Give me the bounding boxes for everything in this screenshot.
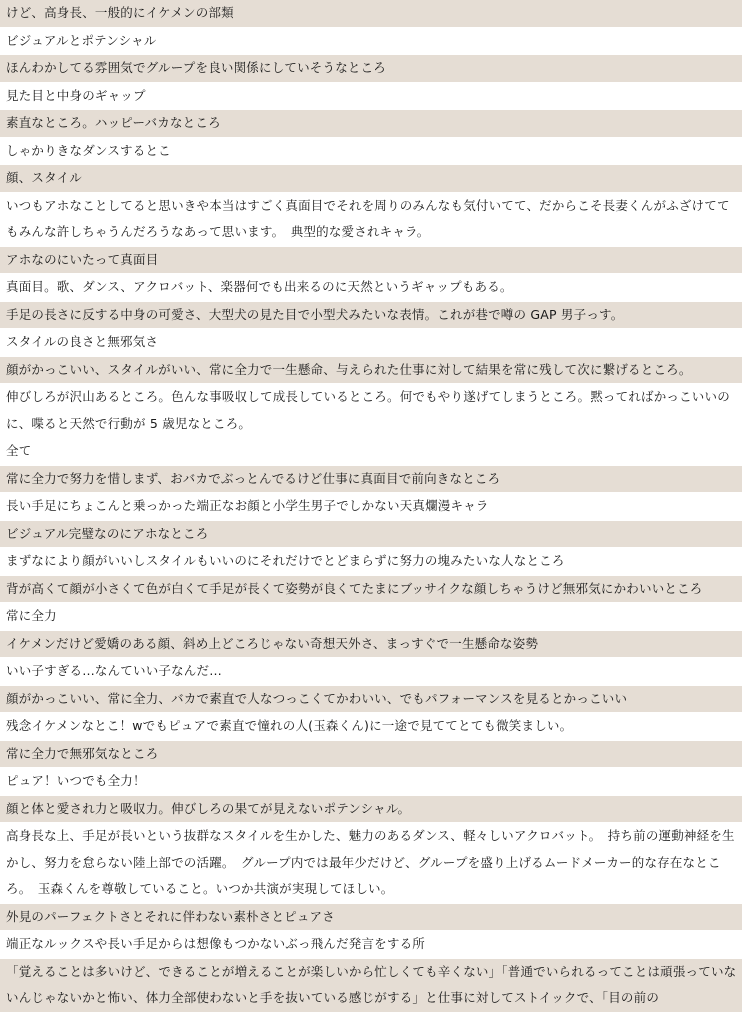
answer-text: 残念イケメンなとこ！wでもピュアで素直で憧れの人(玉森くん)に一途で見ててとても微笑ましい。 [6, 718, 573, 733]
answer-row [0, 83, 742, 111]
answer-text: スタイルの良さと無邪気さ [6, 334, 159, 349]
answer-row [0, 658, 742, 686]
answer-row [0, 823, 742, 904]
answer-text: 高身長な上、手足が長いという抜群なスタイルを生かした、魅力のあるダンス、軽々しいアクロバット。 持ち前の運動神経を生かし、努力を怠らない陸上部での活躍。 グループ内では最年少だけど、グループを盛り上げるムードメーカー的な存在なところ。 玉森くんを尊敬していること。いつか共演が実現してほしい。 [6, 828, 735, 896]
answer-text: いい子すぎる…なんていい子なんだ… [6, 663, 222, 678]
answer-row [0, 931, 742, 959]
answer-text: ほんわかしてる雰囲気でグループを良い関係にしていそうなところ [6, 60, 387, 75]
answer-text: 長い手足にちょこんと乗っかった端正なお顔と小学生男子でしかない天真爛漫キャラ [6, 498, 489, 513]
answer-text: 「覚えることは多いけど、できることが増えることが楽しいから忙しくても辛くない」「普通でいられるってことは頑張っていないんじゃないかと怖い、体力全部使わないと手を抜いている感じがする」と仕事に対してストイックで、「目の前の [6, 963, 737, 1005]
answer-text: 常に全力で努力を惜しまず、おバカでぶっとんでるけど仕事に真面目で前向きなところ [6, 470, 501, 486]
answer-text: しゃかりきなダンスするとこ [6, 142, 171, 158]
answer-row [0, 329, 742, 357]
answer-text: 見た目と中身のギャップ [6, 87, 146, 103]
answer-row [0, 302, 742, 330]
answer-row [0, 713, 742, 741]
answer-row [0, 796, 742, 824]
answer-text: 常に全力 [6, 608, 57, 623]
answer-row [0, 959, 742, 1013]
answer-row [0, 247, 742, 275]
answer-text: 素直なところ。ハッピーバカなところ [6, 115, 221, 130]
answer-text: ピュア！いつでも全力！ [6, 773, 146, 788]
answer-text: 顔と体と愛され力と吸収力。伸びしろの果てが見えないポテンシャル。 [6, 800, 411, 816]
answer-text: ビジュアル完璧なのにアホなところ [6, 525, 209, 541]
answer-row [0, 603, 742, 631]
answer-text: 顔がかっこいい、常に全力、バカで素直で人なつっこくてかわいい、でもパフォーマンスを見るとかっこいい [6, 690, 628, 706]
answer-row [0, 274, 742, 302]
answer-row [0, 576, 742, 604]
answer-row [0, 357, 742, 385]
answer-text: 顔がかっこいい、スタイルがいい、常に全力で一生懸命、与えられた仕事に対して結果を常に残して次に繋げるところ。 [6, 361, 692, 377]
answer-row [0, 741, 742, 769]
answer-row [0, 466, 742, 494]
answer-text: 伸びしろが沢山あるところ。色んな事吸収して成長しているところ。何でもやり遂げてしまうところ。黙ってればかっこいいのに、喋ると天然で行動が 5 歳児なところ。 [6, 389, 730, 431]
answer-text: 外見のパーフェクトさとそれに伴わない素朴さとピュアさ [6, 908, 335, 924]
answer-row [0, 384, 742, 438]
answer-row [0, 548, 742, 576]
answer-text: 顔、スタイル [6, 170, 82, 185]
answer-row [0, 138, 742, 166]
answer-row [0, 438, 742, 466]
answer-row [0, 55, 742, 83]
answer-row [0, 521, 742, 549]
answer-text: 常に全力で無邪気なところ [6, 745, 159, 761]
answer-row [0, 686, 742, 714]
answer-text: アホなのにいたって真面目 [6, 251, 159, 267]
answer-text: 真面目。歌、ダンス、アクロバット、楽器何でも出来るのに天然というギャップもある。 [6, 279, 513, 294]
answer-text: いつもアホなことしてると思いきや本当はすごく真面目でそれを周りのみんなも気付いてて、だからこそ長妻くんがふざけててもみんな許しちゃうんだろうなあって思います。 典型的な愛されキャラ。 [6, 197, 730, 239]
answer-row [0, 110, 742, 138]
answer-row [0, 165, 742, 193]
answer-row [0, 0, 742, 28]
answer-text: まずなにより顔がいいしスタイルもいいのにそれだけでとどまらずに努力の塊みたいな人なところ [6, 553, 565, 568]
answer-text: けど、高身長、一般的にイケメンの部類 [6, 5, 234, 20]
answer-row [0, 193, 742, 247]
answer-text: 全て [6, 443, 32, 458]
answer-text: ビジュアルとポテンシャル [6, 32, 157, 48]
answer-text: 手足の長さに反する中身の可愛さ、大型犬の見た目で小型犬みたいな表情。これが巷で噂の GAP 男子っす。 [6, 306, 624, 322]
answer-row [0, 904, 742, 932]
answer-text: 背が高くて顔が小さくて色が白くて手足が長くて姿勢が良くてたまにブッサイクな顔しちゃうけど無邪気にかわいいところ [6, 580, 703, 596]
answer-text: イケメンだけど愛嬌のある顔、斜め上どころじゃない奇想天外さ、まっすぐで一生懸命な姿勢 [6, 635, 539, 651]
answer-row [0, 493, 742, 521]
answer-row [0, 631, 742, 659]
answer-row [0, 28, 742, 56]
answer-text: 端正なルックスや長い手足からは想像もつかないぶっ飛んだ発言をする所 [6, 936, 425, 951]
answer-row [0, 768, 742, 796]
